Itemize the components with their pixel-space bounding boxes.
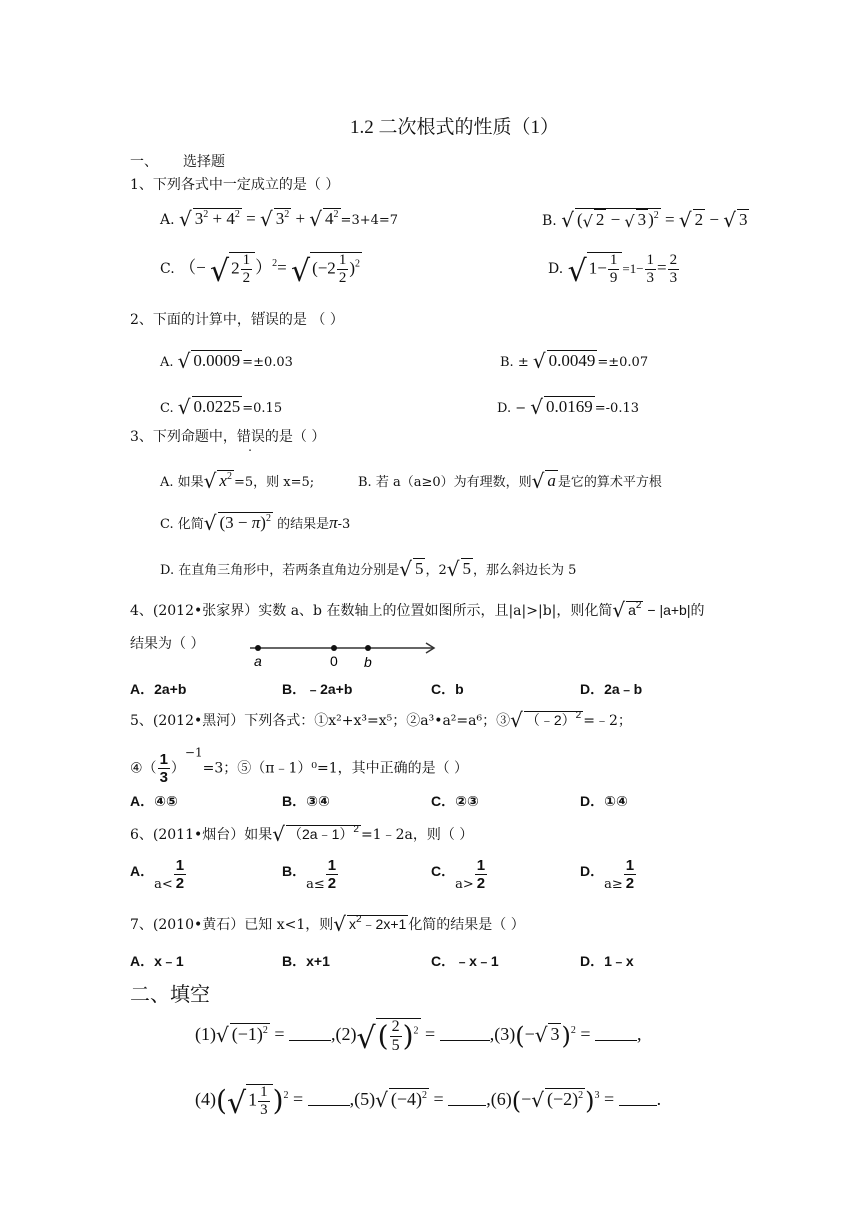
q6-c-rel: a>: [455, 877, 474, 892]
q1-c-expr: （− √ 2 $\frac{1}{2}$ ）$^2$= √ (−2 $\frac{1}{2}$ )$^2$: [179, 252, 360, 289]
point-0: [331, 645, 337, 651]
q4-stem: [130, 600, 704, 620]
q3-d-text: D. 在直角三角形中，若两条直角边分别是: [160, 563, 400, 578]
q3-stem-pre: 3、下列命题中，: [130, 429, 237, 445]
q5-line2-mid: ）: [170, 760, 185, 777]
fill-item-1: (1)√ $(-1)^2$ = ,: [195, 1023, 336, 1048]
axis-label-0: 0: [330, 653, 338, 669]
point-a: [255, 645, 261, 651]
q5-stem-tail: =﹣2；: [583, 713, 632, 729]
q5-stem-text: 5、(2012•黑河）下列各式：①x²+x³=x⁵；②a³•a²=a⁶；③: [130, 713, 511, 729]
q7-option-d[interactable]: D．1﹣x: [580, 953, 634, 969]
q5-expr: √ （﹣2）$^2$: [510, 708, 582, 732]
q2-d-radicand: 0.0169: [546, 397, 593, 416]
q3-stem: [130, 430, 325, 444]
q1-option-a: [160, 208, 398, 229]
q5-line2: ④（ $\frac{1}{3}$ ）$^{-1}$=3；⑤（π﹣1）⁰=1，其中正确的是（ ）: [130, 745, 469, 786]
q4-stem-text: 4、(2012•张家界）实数 a、b 在数轴上的位置如图所示，且|a|>|b|，则化简: [130, 603, 613, 619]
q5-option-c[interactable]: C．②③: [431, 793, 479, 809]
fill-item-4: (4)(√ 1 $\frac{1}{3}$ )$^2$ = ,: [195, 1084, 355, 1122]
fill-item-3: (3)(−√ 3)$^2$ = ,: [494, 1022, 642, 1051]
q3-option-b: B. 若 a（a≥0）为有理数，则√ a 是它的算术平方根: [358, 469, 662, 493]
fill-line-2: [195, 1084, 662, 1122]
q6-option-a[interactable]: A．a< $\frac{1}{2}$: [130, 857, 185, 892]
section-1-label: 选择题: [183, 154, 225, 170]
axis-label-a: a: [254, 653, 262, 669]
fill-item-6: (6)(−√ $(-2)^2)^3$ = .: [490, 1087, 662, 1116]
fill-blank-5[interactable]: [448, 1104, 486, 1106]
q1-c-label: C.: [160, 260, 175, 277]
section-2-heading: 二、填空: [130, 982, 210, 1006]
fill-item-2: (2)√( $\frac{2}{5}$ )$^2$ = ,: [335, 1018, 495, 1057]
q2-stem-post: 的是 （ ）: [278, 312, 344, 328]
q1-a-tail: =3+4=7: [340, 213, 399, 228]
q4-option-d[interactable]: D．2a﹣b: [580, 681, 643, 697]
q3-option-a: A. 如果√ $x^2 =5$，则 x=5;: [160, 469, 315, 493]
q6-stem-text: 6、(2011•烟台）如果: [130, 827, 273, 843]
q7-option-a[interactable]: A．x﹣1: [130, 953, 184, 969]
q5-line2-post: =3；⑤（π﹣1）⁰=1，其中正确的是（ ）: [202, 760, 469, 777]
q2-option-b: B. ± √ 0.0049 =±0.07: [500, 349, 649, 373]
q3-stem-post: 的是（ ）: [264, 429, 326, 445]
q6-b-label: B．: [282, 863, 307, 879]
q3-b-tail: 是它的算术平方根: [557, 475, 662, 490]
q4-expr: √ $a^2 - |a+b|$: [612, 598, 691, 622]
q1-stem: 1、下列各式中一定成立的是（ ）: [130, 177, 340, 193]
fill-blank-6[interactable]: [619, 1104, 657, 1106]
q7-stem-text: 7、(2010•黄石）已知 x<1，则: [130, 917, 334, 933]
number-line: [248, 638, 440, 672]
q6-d-rel: a≥: [604, 877, 623, 892]
q2-a-radicand: 0.0009: [193, 351, 241, 370]
q6-option-c[interactable]: C．a> $\frac{1}{2}$: [431, 857, 486, 892]
q7-stem-tail: 化简的结果是（ ）: [408, 917, 525, 933]
q2-stem-pre: 2、下面的计算中，: [130, 312, 251, 328]
q4-stem-tail: 的: [690, 603, 705, 619]
q2-b-radicand: 0.0049: [548, 351, 596, 370]
q6-a-label: A．: [130, 863, 155, 879]
q5-line2-pre: ④（: [130, 760, 157, 777]
q2-option-c: C. √ 0.0225 =0.15: [160, 395, 283, 419]
q5-option-b[interactable]: B．③④: [282, 793, 330, 809]
q4-option-c[interactable]: C．b: [431, 681, 464, 697]
q2-stem-emphasis: 错误: [250, 312, 279, 328]
fill-blank-1[interactable]: [289, 1039, 331, 1041]
q2-c-label: C.: [160, 401, 174, 416]
q6-option-b[interactable]: B．a≤ $\frac{1}{2}$: [282, 857, 337, 892]
q3-c-text: C. 化简: [160, 517, 204, 532]
q3-option-c: C. 化简√ $(3 - \pi)^2$ 的结果是π-3: [160, 511, 351, 535]
q4-option-b[interactable]: B．﹣2a+b: [282, 681, 353, 697]
q2-c-radicand: 0.0225: [193, 397, 241, 416]
q6-expr: √ （2a﹣1）$^2$: [272, 822, 359, 846]
fill-blank-3[interactable]: [595, 1039, 637, 1041]
q3-d-tail: ，那么斜边长为 5: [473, 563, 577, 578]
q1-option-c: [160, 252, 362, 287]
q2-b-label: B. ±: [500, 355, 529, 370]
section-1-number: 一、: [130, 154, 158, 170]
q1-option-d: [548, 252, 680, 287]
q1-d-expr: √ 1− $\frac{1}{9}$ =1− $\frac{1}{3}$ = $\frac{2}{3}$: [567, 251, 678, 289]
q4-stem-line2: 结果为（ ）: [130, 636, 205, 652]
q2-option-d: D. − √ 0.0169 =-0.13: [497, 395, 639, 419]
q1-d-label: D.: [548, 260, 564, 277]
q1-b-expr: √ (√ 2 − √ 3 )$^2$ = √ 2 − √ 3: [561, 208, 748, 232]
q6-c-label: C．: [431, 863, 456, 879]
q6-stem: [130, 824, 473, 844]
q6-option-d[interactable]: D．a≥ $\frac{1}{2}$: [580, 857, 635, 892]
q1-a-label: A.: [160, 212, 175, 228]
q3-a-tail: =5，则 x=5;: [233, 475, 315, 490]
q7-stem: [130, 914, 525, 934]
q1-a-expr: √ $3^2 + 4^2$ = √ $3^2$ + √ $4^2$: [179, 207, 339, 231]
q2-a-label: A.: [160, 355, 174, 370]
q2-c-tail: =0.15: [242, 401, 283, 416]
axis-label-b: b: [364, 654, 372, 670]
q7-option-c[interactable]: C．﹣x﹣1: [431, 953, 499, 969]
q5-stem: [130, 710, 632, 730]
q1-option-b: [542, 208, 749, 231]
q3-a-text: A. 如果: [160, 475, 204, 490]
q6-a-rel: a<: [154, 877, 173, 892]
q7-expr: √ $x^2﹣2x+1$: [333, 912, 407, 936]
q2-d-tail: =-0.13: [594, 401, 639, 416]
q2-a-tail: =±0.03: [242, 355, 293, 370]
q6-d-label: D．: [580, 863, 605, 879]
q2-option-a: A. √ 0.0009 =±0.03: [160, 349, 293, 373]
fill-blank-2[interactable]: [440, 1039, 490, 1041]
q3-stem-emphasis: 错误: [236, 429, 265, 445]
page-title: 1.2 二次根式的性质（1）: [350, 117, 560, 138]
q3-c-end: -3: [337, 517, 351, 532]
q6-stem-tail: =1﹣2a，则（ ）: [360, 827, 474, 843]
q3-d-mid: ，2: [425, 563, 447, 578]
q3-b-text: B. 若 a（a≥0）为有理数，则: [358, 475, 532, 490]
q3-option-d: D. 在直角三角形中，若两条直角边分别是√ 5 ，2√ 5 ，那么斜边长为 5: [160, 557, 577, 581]
q2-b-tail: =±0.07: [597, 355, 649, 370]
q1-b-label: B.: [542, 213, 557, 229]
point-b: [365, 645, 371, 651]
q2-stem: [130, 313, 344, 327]
q5-option-d[interactable]: D．①④: [580, 793, 628, 809]
q2-d-label: D. −: [497, 401, 527, 416]
q7-option-b[interactable]: B．x+1: [282, 953, 330, 969]
fill-line-1: [195, 1018, 642, 1057]
fill-blank-4[interactable]: [308, 1104, 350, 1106]
fill-item-5: (5)√ $(-4)^2$ = ,: [354, 1088, 491, 1113]
q4-option-a[interactable]: A．2a+b: [130, 681, 187, 697]
q6-b-rel: a≤: [306, 877, 325, 892]
q5-option-a[interactable]: A．④⑤: [130, 793, 178, 809]
q3-c-tail: 的结果是: [277, 517, 330, 532]
